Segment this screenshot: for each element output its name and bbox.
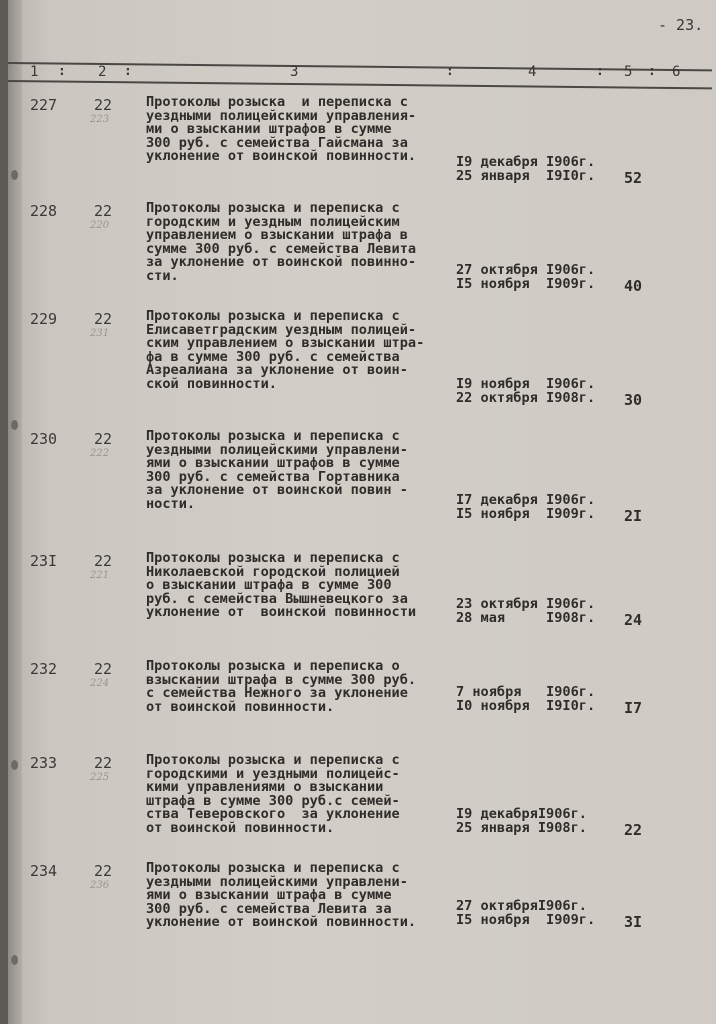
entry-description: [146, 754, 466, 835]
entry-dates: [456, 598, 595, 625]
end-date: 25 января I9I0г.: [456, 167, 596, 184]
entry-description: [146, 660, 466, 714]
end-date: I5 ноября I909г.: [456, 505, 596, 522]
entry-number: 233: [30, 754, 58, 772]
column-header-5: 5: [624, 64, 633, 80]
entry-pencil-number: 223: [90, 114, 110, 125]
description-line: 300 руб. с семейства Левита за: [146, 900, 392, 917]
entry-number: 232: [30, 660, 58, 678]
entry-pencil-number: 222: [90, 448, 110, 459]
entry-page-count: I7: [624, 699, 643, 717]
binding-hole: [11, 170, 18, 180]
entry-pencil-number: 231: [90, 328, 110, 339]
entry-volume: 22: [94, 552, 113, 570]
end-date: 25 января I908г.: [456, 819, 587, 836]
description-line: за уклонение от воинской повинно-: [146, 254, 417, 270]
start-date: I7 декабря I906г.: [456, 492, 596, 508]
description-line: ности.: [146, 495, 196, 512]
column-header-6: 6: [672, 64, 681, 80]
description-line: Протоколы розыска и переписка с: [146, 308, 400, 324]
end-date: 22 октября I908г.: [456, 389, 596, 406]
description-line: Протоколы розыска и переписка с: [146, 860, 400, 876]
description-line: Елисаветградским уездным полицей-: [146, 321, 417, 338]
column-separator: :: [58, 64, 66, 79]
entry-page-count: 2I: [624, 507, 643, 525]
entry-number: 234: [30, 862, 58, 880]
entry-number: 23I: [30, 552, 58, 570]
description-line: руб. с семейства Вышневецкого за: [146, 590, 408, 607]
entry-number: 227: [30, 96, 58, 114]
description-line: Николаевской городской полицией: [146, 563, 400, 580]
page-number: - 23.: [658, 16, 704, 34]
end-date: I5 ноября I909г.: [456, 911, 596, 928]
entry-volume: 22: [94, 660, 113, 678]
description-line: уклонение от воинской повинности: [146, 604, 417, 620]
column-separator: :: [648, 64, 656, 79]
entry-description: [146, 552, 466, 620]
entry-volume: 22: [94, 430, 113, 448]
column-header-3: 3: [290, 64, 299, 80]
entry-number: 228: [30, 202, 58, 220]
description-line: ства Теверовского за уклонение: [146, 806, 400, 822]
start-date: 27 октябряI906г.: [456, 898, 587, 914]
description-line: управлением о взыскании штрафа в: [146, 227, 408, 243]
end-date: 28 мая I908г.: [456, 609, 596, 626]
entry-page-count: 30: [624, 391, 643, 409]
column-separator: :: [596, 64, 604, 79]
description-line: уездными полицейскими управления-: [146, 107, 417, 124]
entry-page-count: 52: [624, 169, 643, 187]
description-line: Протоколы розыска и переписка с: [146, 94, 408, 110]
entry-dates: [456, 900, 595, 927]
description-line: Протоколы розыска и переписка с: [146, 550, 400, 566]
start-date: I9 декабряI906г.: [456, 806, 587, 822]
end-date: I0 ноября I9I0г.: [456, 697, 596, 714]
entry-description: [146, 96, 466, 164]
entry-description: [146, 862, 466, 930]
description-line: Протоколы розыска и переписка с: [146, 428, 400, 444]
description-line: уклонение от воинской повинности.: [146, 148, 417, 164]
description-line: уклонение от воинской повинности.: [146, 914, 417, 930]
entry-page-count: 40: [624, 277, 643, 295]
start-date: I9 декабря I906г.: [456, 154, 596, 170]
entry-page-count: 3I: [624, 913, 643, 931]
description-line: за уклонение от воинской повин -: [146, 482, 408, 498]
description-line: 300 руб. с семейства Гортавника: [146, 468, 400, 485]
description-line: уездными полицейскими управлени-: [146, 873, 408, 890]
entry-pencil-number: 225: [90, 772, 110, 783]
description-line: ями о взыскании штрафов в сумме: [146, 455, 400, 471]
description-line: 300 руб. с семейства Гайсмана за: [146, 134, 408, 151]
entry-dates: [456, 686, 595, 713]
column-separator: :: [446, 64, 454, 79]
description-line: сти.: [146, 267, 179, 284]
description-line: городскими и уездными полицейс-: [146, 765, 400, 782]
entry-dates: [456, 156, 595, 183]
description-line: сумме 300 руб. с семейства Левита: [146, 240, 417, 257]
entry-description: [146, 202, 466, 283]
description-line: Протоколы розыска и переписка о: [146, 658, 400, 674]
entry-number: 229: [30, 310, 58, 328]
description-line: уездными полицейскими управлени-: [146, 441, 408, 458]
description-line: Протоколы розыска и переписка с: [146, 200, 400, 216]
description-line: от воинской повинности.: [146, 819, 335, 836]
entry-dates: [456, 264, 595, 291]
start-date: I9 ноября I906г.: [456, 376, 596, 392]
entry-pencil-number: 220: [90, 220, 110, 231]
description-line: Протоколы розыска и переписка с: [146, 752, 400, 768]
end-date: I5 ноября I909г.: [456, 275, 596, 292]
entry-description: [146, 310, 466, 391]
binding-hole: [11, 955, 18, 965]
description-line: о взыскании штрафа в сумме 300: [146, 577, 392, 593]
column-separator: :: [124, 64, 132, 79]
start-date: 23 октября I906г.: [456, 596, 596, 612]
description-line: фа в сумме 300 руб. с семейства: [146, 348, 400, 365]
entry-page-count: 22: [624, 821, 643, 839]
entry-volume: 22: [94, 310, 113, 328]
binding-hole: [11, 760, 18, 770]
page-binding: [8, 0, 22, 1024]
description-line: штрафа в сумме 300 руб.с семей-: [146, 792, 400, 809]
column-header-1: 1: [30, 64, 39, 80]
start-date: 27 октября I906г.: [456, 262, 596, 278]
start-date: 7 ноября I906г.: [456, 684, 596, 700]
entry-volume: 22: [94, 96, 113, 114]
description-line: от воинской повинности.: [146, 698, 335, 715]
description-line: ями о взыскании штрафа в сумме: [146, 887, 392, 903]
column-header-2: 2: [98, 64, 107, 80]
description-line: кими управлениями о взыскании: [146, 779, 384, 795]
description-line: Азреалиана за уклонение от воин-: [146, 362, 408, 378]
description-line: ской повинности.: [146, 375, 277, 392]
description-line: взыскании штрафа в сумме 300 руб.: [146, 671, 417, 688]
entry-dates: [456, 808, 587, 835]
description-line: ми о взыскании штрафов в сумме: [146, 121, 392, 137]
binding-hole: [11, 420, 18, 430]
archive-page: [8, 0, 716, 1024]
description-line: городским и уездным полицейским: [146, 213, 400, 230]
entry-pencil-number: 236: [90, 880, 110, 891]
description-line: ским управлением о взыскании штра-: [146, 335, 425, 351]
entry-volume: 22: [94, 202, 113, 220]
entry-volume: 22: [94, 754, 113, 772]
entry-page-count: 24: [624, 611, 643, 629]
header-top-rule: [8, 62, 712, 71]
header-bottom-rule: [8, 80, 712, 89]
entry-dates: [456, 378, 595, 405]
entry-dates: [456, 494, 595, 521]
entry-volume: 22: [94, 862, 113, 880]
entry-description: [146, 430, 466, 511]
entry-pencil-number: 221: [90, 570, 110, 581]
description-line: с семейства Нежного за уклонение: [146, 685, 408, 701]
entry-pencil-number: 224: [90, 678, 110, 689]
entry-number: 230: [30, 430, 58, 448]
column-header-4: 4: [528, 64, 537, 80]
